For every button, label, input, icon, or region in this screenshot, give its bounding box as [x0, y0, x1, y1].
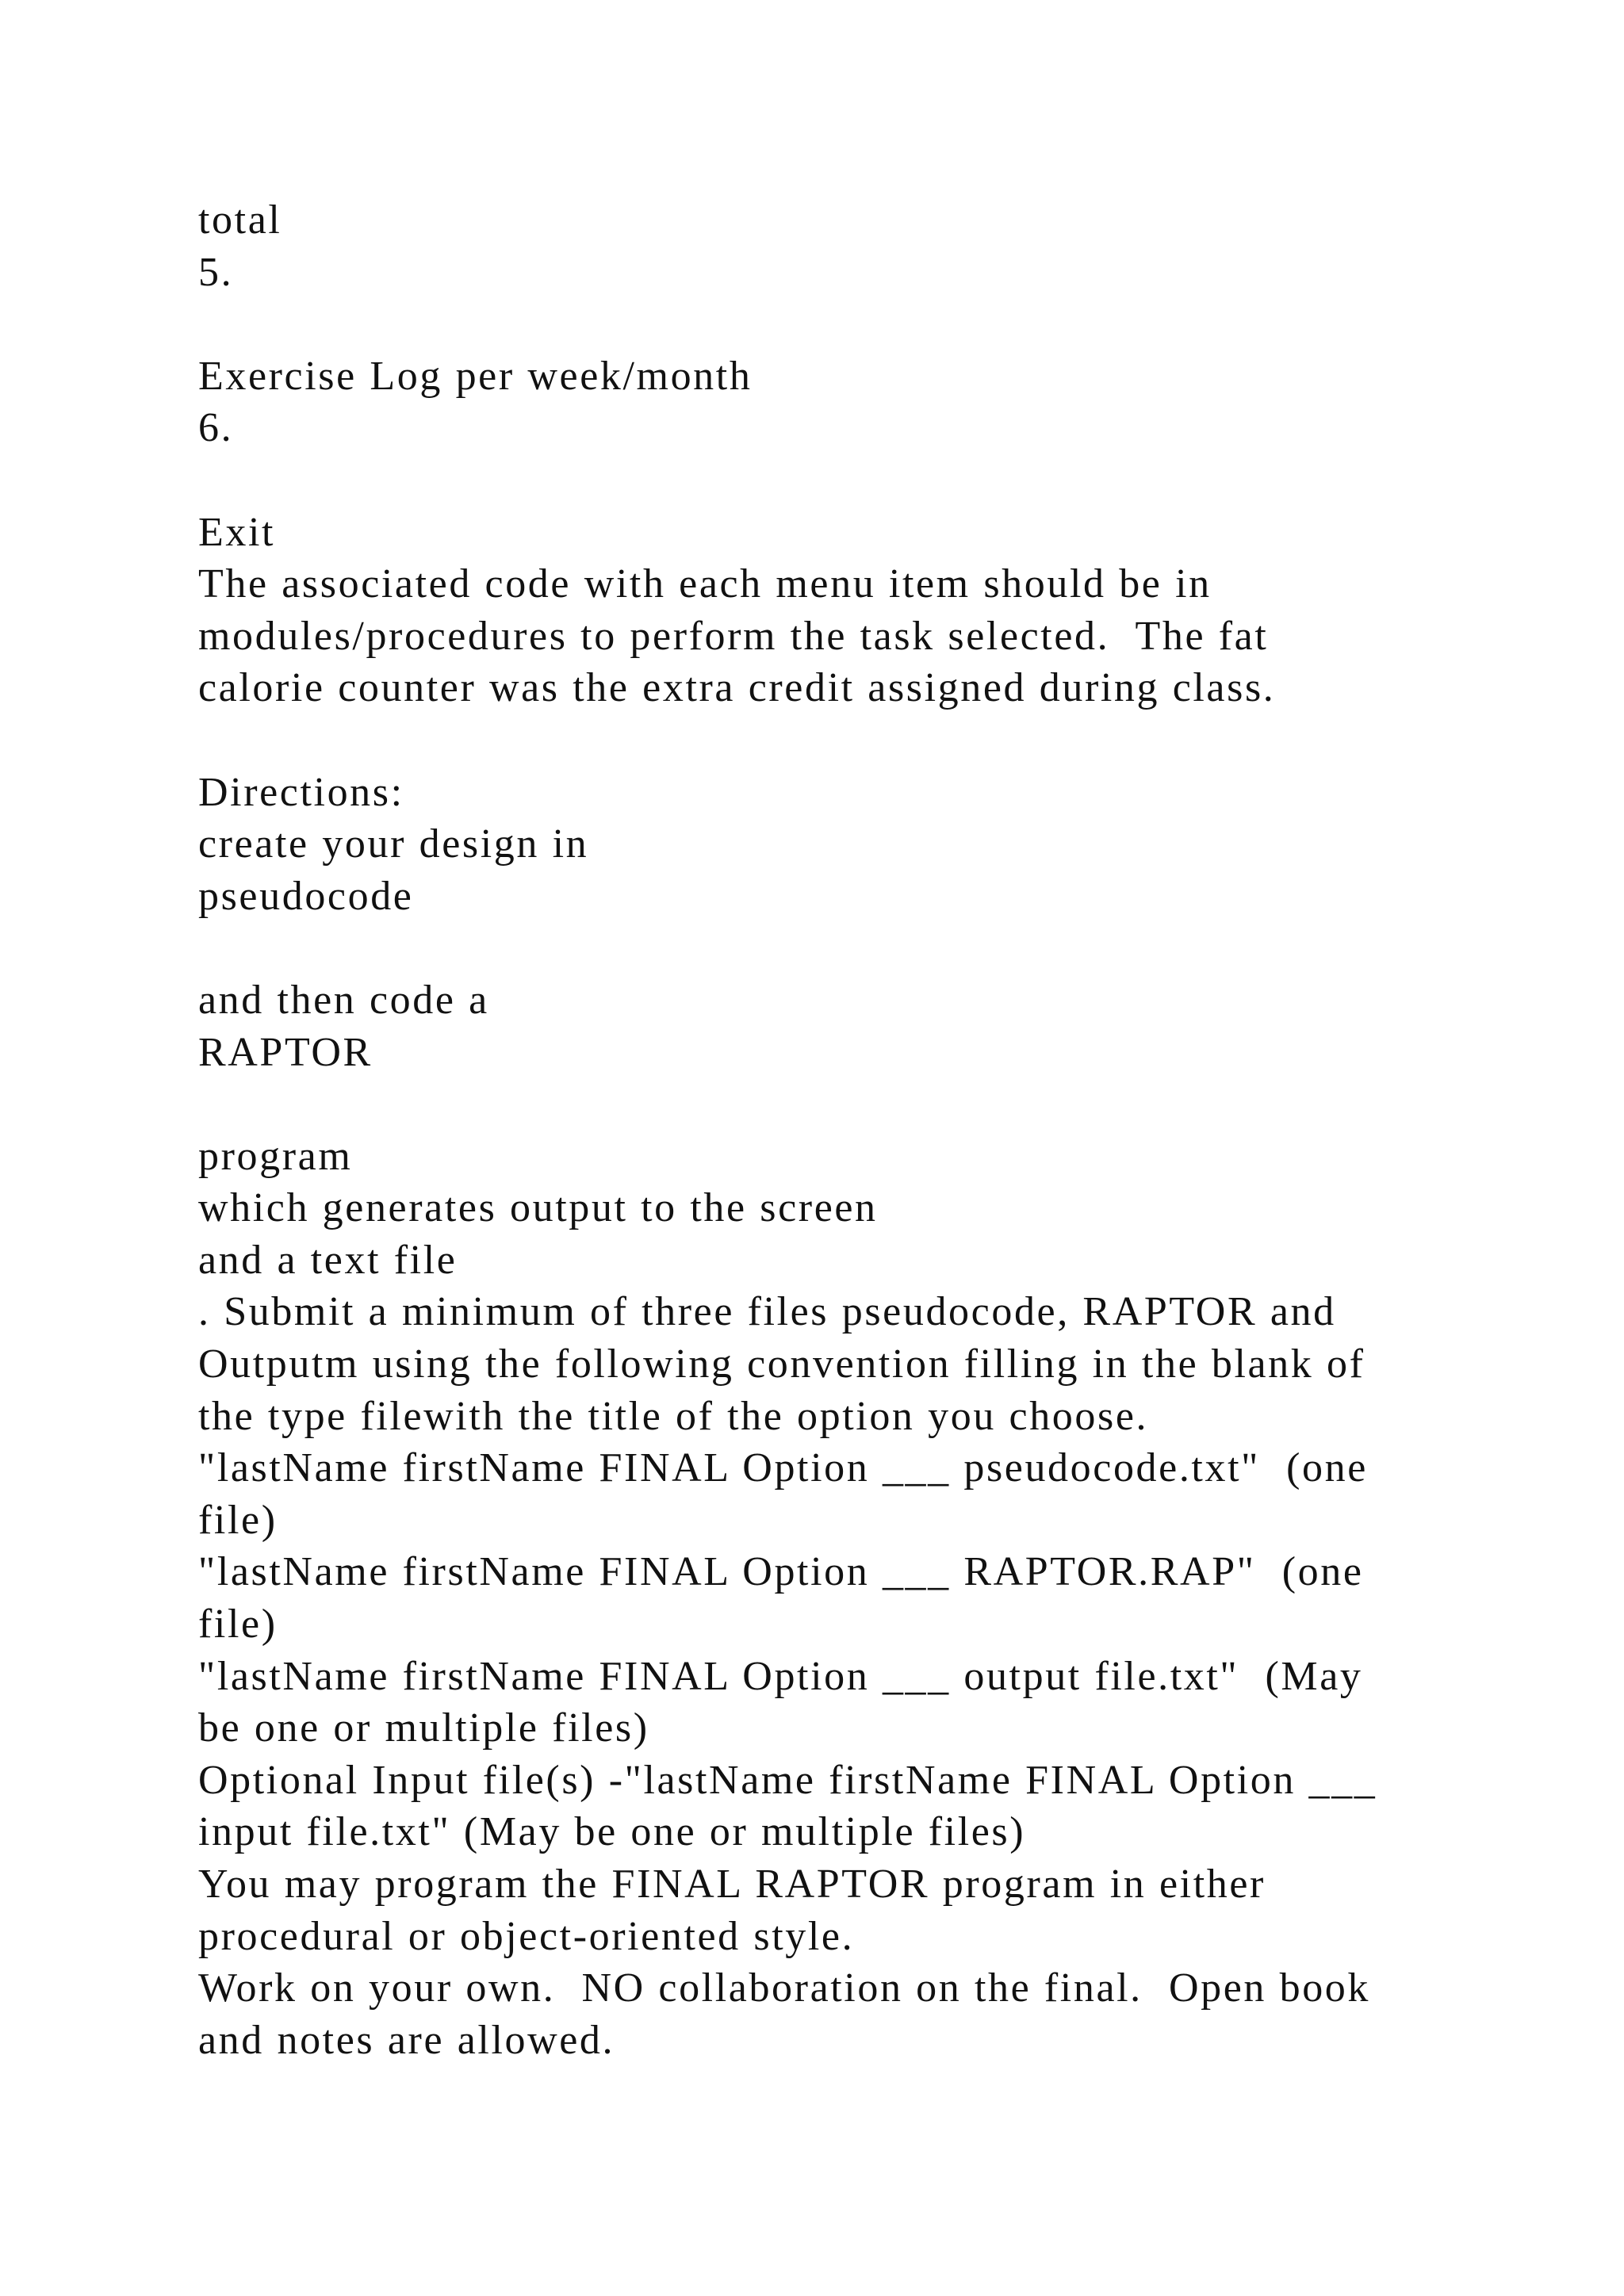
text-line: procedural or object-oriented style.: [198, 1913, 855, 1959]
text-line: RAPTOR: [198, 1029, 373, 1075]
text-line: Exit: [198, 509, 276, 555]
text-line: 5.: [198, 249, 234, 295]
text-line: The associated code with each menu item should be in: [198, 561, 1212, 607]
text-line: create your design in: [198, 821, 589, 867]
text-line: and a text file: [198, 1237, 458, 1283]
text-line: "lastName firstName FINAL Option ___ output file.txt" (May: [198, 1653, 1363, 1699]
blank-line: [198, 714, 1546, 767]
text-line: calorie counter was the extra credit assigned during class.: [198, 665, 1276, 711]
text-line: "lastName firstName FINAL Option ___ RAPTOR.RAP" (one: [198, 1549, 1364, 1595]
text-line: input file.txt" (May be one or multiple files): [198, 1809, 1026, 1855]
text-line: and notes are allowed.: [198, 2017, 615, 2063]
text-line: 6.: [198, 405, 234, 451]
text-line: total: [198, 197, 282, 243]
text-line: program: [198, 1133, 353, 1179]
text-line: be one or multiple files): [198, 1705, 649, 1751]
blank-line: [198, 922, 1546, 974]
blank-line: [198, 298, 1546, 350]
text-line: and then code a: [198, 977, 489, 1023]
text-line: the type filewith the title of the option you choose.: [198, 1393, 1149, 1439]
text-line: Work on your own. NO collaboration on the final. Open book: [198, 1965, 1371, 2011]
text-line: Outputm using the following convention filling in the blank of: [198, 1341, 1365, 1387]
text-line: modules/procedures to perform the task selected. The fat: [198, 613, 1269, 659]
text-line: . Submit a minimum of three files pseudocode, RAPTOR and: [198, 1289, 1336, 1335]
text-line: Directions:: [198, 769, 404, 815]
text-line: pseudocode: [198, 873, 414, 919]
text-line: "lastName firstName FINAL Option ___ pseudocode.txt" (one: [198, 1445, 1368, 1491]
blank-line: [198, 454, 1546, 507]
text-line: Exercise Log per week/month: [198, 353, 753, 399]
text-line: You may program the FINAL RAPTOR program in either: [198, 1862, 1266, 1907]
text-line: Optional Input file(s) -"lastName firstName FINAL Option ___: [198, 1757, 1377, 1803]
text-line: file): [198, 1601, 278, 1647]
document-body: [198, 194, 1546, 2066]
blank-line: [198, 1078, 1546, 1131]
text-line: file): [198, 1497, 278, 1543]
text-line: which generates output to the screen: [198, 1185, 878, 1231]
